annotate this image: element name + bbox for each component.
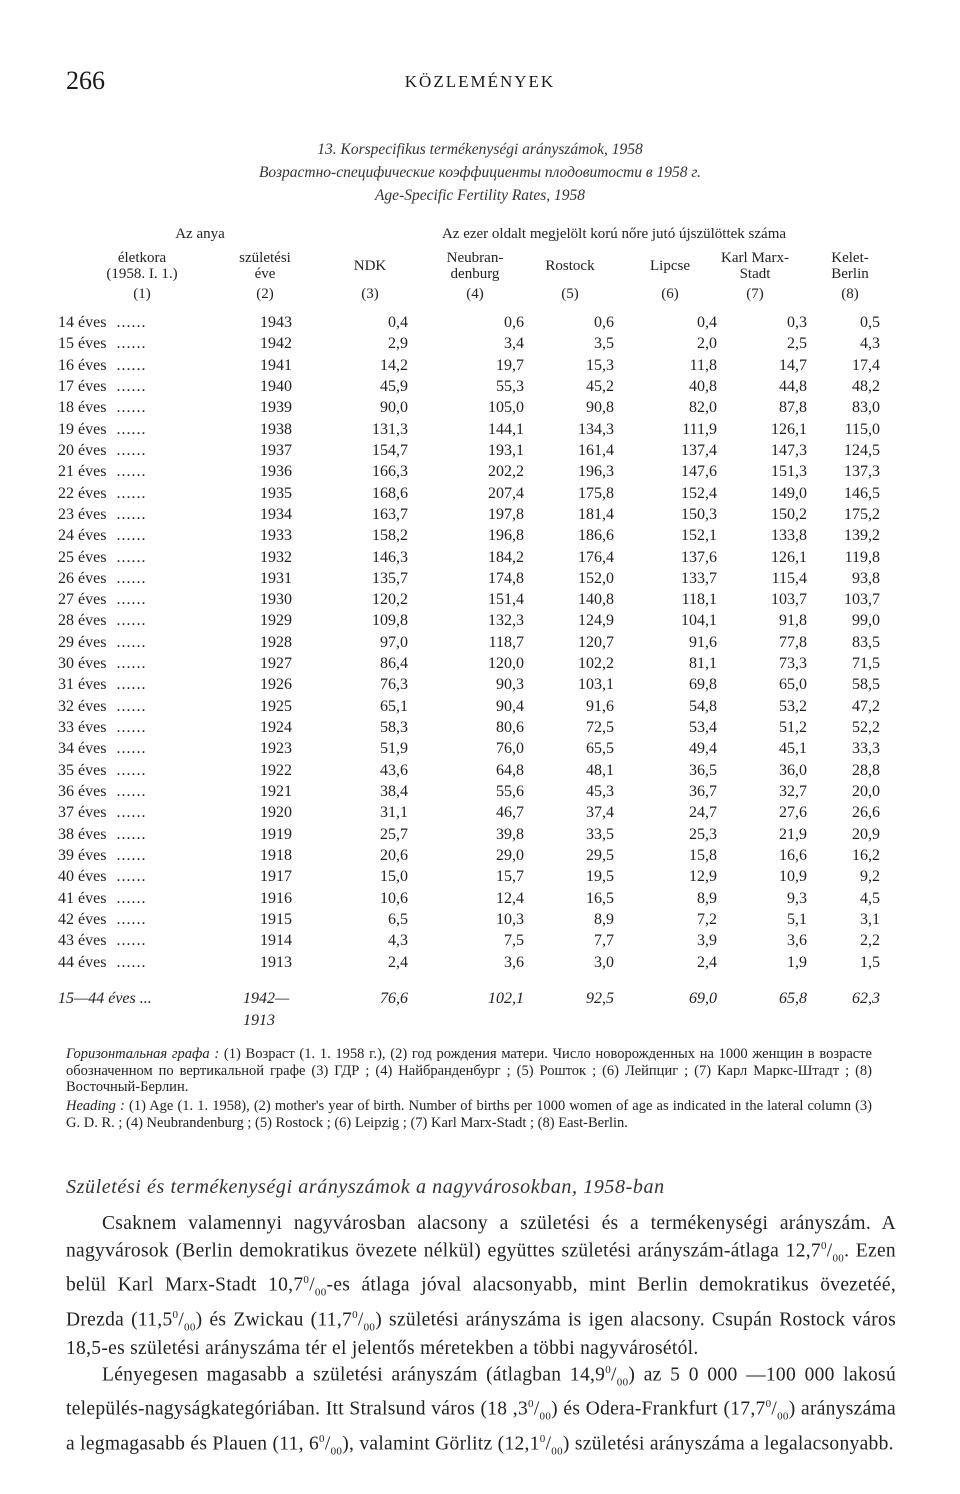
row-value-col3: 158,2	[372, 527, 408, 545]
row-value-col4: 3,6	[504, 953, 524, 971]
row-value-col7: 147,3	[771, 441, 807, 459]
row-value-col8: 4,3	[860, 335, 880, 353]
row-value-col5: 196,3	[578, 463, 614, 481]
row-age-label: 18 éves ......	[58, 399, 147, 417]
row-age-label: 19 éves ......	[58, 420, 147, 438]
row-value-col3: 58,3	[380, 719, 408, 737]
row-value-col8: 33,3	[852, 740, 880, 758]
row-value-col8: 47,2	[852, 697, 880, 715]
row-value-col3: 6,5	[388, 910, 408, 928]
row-value-col7: 73,3	[779, 655, 807, 673]
row-value-col4: 197,8	[488, 505, 524, 523]
row-value-col3: 109,8	[372, 612, 408, 630]
row-value-col3: 146,3	[372, 548, 408, 566]
row-value-col7: 44,8	[779, 377, 807, 395]
row-value-col4: 90,4	[496, 697, 524, 715]
row-value-col4: 0,6	[504, 314, 524, 331]
row-value-col7: 45,1	[779, 740, 807, 758]
row-value-col5: 15,3	[586, 356, 614, 374]
row-value-col8: 119,8	[844, 548, 880, 566]
row-value-col3: 65,1	[380, 697, 408, 715]
row-value-col8: 83,5	[852, 633, 880, 651]
row-value-col5: 48,1	[586, 761, 614, 779]
row-value-col4: 55,6	[496, 783, 524, 801]
table-title-hu: 13. Korspecifikus termékenységi arányszámok, 1958	[317, 141, 643, 158]
row-value-col7: 1,9	[787, 953, 807, 971]
col7-label: Karl Marx-	[721, 250, 789, 266]
row-value-col4: 90,3	[496, 676, 524, 694]
col1-num: (1)	[133, 286, 151, 302]
row-age-label: 16 éves ......	[58, 356, 147, 374]
row-value-col7: 3,6	[787, 932, 807, 950]
row-value-col8: 4,5	[860, 889, 880, 907]
row-value-col6: 11,8	[689, 356, 717, 374]
col5-num: (5)	[561, 286, 579, 302]
row-value-col3: 86,4	[380, 655, 408, 673]
note-english: Heading : (1) Age (1. 1. 1958), (2) mother's year of birth. Number of births per 1000 women of age as indicated in the lateral column (3) G. D. R. ; (4) Neubrandenburg ; (5) Rostock ; (6) Leipzig ; (7) Karl Marx-Stadt ; (8) East-Berlin.	[66, 1098, 872, 1131]
row-birth-year: 1935	[260, 484, 292, 502]
row-age-label: 20 éves ......	[58, 441, 147, 459]
row-value-col8: 52,2	[852, 719, 880, 737]
page-number: 266	[66, 66, 105, 95]
row-value-col8: 26,6	[852, 804, 880, 822]
row-value-col3: 51,9	[380, 740, 408, 758]
total-value-col8: 62,3	[852, 990, 880, 1007]
row-birth-year: 1922	[260, 761, 292, 779]
row-value-col5: 176,4	[578, 548, 614, 566]
col8-label: Kelet-	[831, 250, 869, 266]
row-value-col8: 146,5	[844, 484, 880, 502]
row-value-col5: 181,4	[578, 505, 614, 523]
row-age-label: 24 éves ......	[58, 527, 147, 545]
row-value-col5: 91,6	[586, 697, 614, 715]
row-value-col3: 43,6	[380, 761, 408, 779]
row-age-label: 34 éves ......	[58, 740, 147, 758]
row-value-col6: 2,0	[697, 335, 717, 353]
row-birth-year: 1940	[260, 377, 292, 395]
row-value-col8: 124,5	[844, 441, 880, 459]
row-value-col4: 10,3	[496, 910, 524, 928]
row-value-col3: 166,3	[372, 463, 408, 481]
row-value-col4: 151,4	[488, 591, 524, 609]
col3-label: NDK	[353, 258, 387, 274]
row-age-label: 37 éves ......	[58, 804, 147, 822]
row-birth-year: 1933	[260, 527, 292, 545]
row-value-col5: 134,3	[578, 420, 614, 438]
row-value-col3: 14,2	[380, 356, 408, 374]
row-birth-year: 1925	[260, 697, 292, 715]
row-age-label: 38 éves ......	[58, 825, 147, 843]
row-value-col4: 7,5	[504, 932, 524, 950]
row-value-col3: 4,3	[388, 932, 408, 950]
row-birth-year: 1921	[260, 783, 292, 801]
row-value-col7: 149,0	[771, 484, 807, 502]
row-value-col4: 193,1	[488, 441, 524, 459]
row-value-col4: 118,7	[488, 633, 524, 651]
row-value-col7: 21,9	[779, 825, 807, 843]
row-value-col8: 3,1	[860, 910, 880, 928]
row-birth-year: 1943	[260, 314, 292, 331]
row-value-col6: 25,3	[689, 825, 717, 843]
row-value-col4: 15,7	[496, 868, 524, 886]
row-value-col4: 207,4	[488, 484, 524, 502]
row-value-col7: 51,2	[779, 719, 807, 737]
row-value-col5: 140,8	[578, 591, 614, 609]
row-age-label: 29 éves ......	[58, 633, 147, 651]
row-value-col8: 0,5	[860, 314, 880, 331]
row-birth-year: 1927	[260, 655, 292, 673]
row-age-label: 31 éves ......	[58, 676, 147, 694]
paragraph-2: Lényegesen magasabb a születési arányszám (átlagban $14,9^0/_{00}$) az 5 0 000 —100 000 lakosú település-nagyságkategóriában. Itt Stralsund város (18 $,3^0/_{00}$) és Odera-Frankfurt $(17,7^0/_{00})$ arányszáma a legmagasabb és Plauen (11, $6^0/_{00}$), valamint Görlitz $(12,1^0/_{00})$ születési arányszáma a legalacsonyabb.	[66, 1364, 896, 1458]
row-age-label: 22 éves ......	[58, 484, 147, 502]
row-value-col4: 120,0	[488, 655, 524, 673]
row-value-col4: 196,8	[488, 527, 524, 545]
row-value-col6: 3,9	[697, 932, 717, 950]
row-value-col7: 27,6	[779, 804, 807, 822]
group-header-mother: Az anya	[175, 226, 225, 242]
row-age-label: 27 éves ......	[58, 591, 147, 609]
row-value-col6: 118,1	[681, 591, 717, 609]
row-value-col4: 3,4	[504, 335, 524, 353]
row-value-col6: 54,8	[689, 697, 717, 715]
row-value-col5: 124,9	[578, 612, 614, 630]
row-value-col8: 103,7	[844, 591, 880, 609]
row-value-col3: 154,7	[372, 441, 408, 459]
row-birth-year: 1932	[260, 548, 292, 566]
row-age-label: 30 éves ......	[58, 655, 147, 673]
note-russian: Горизонтальная графа : (1) Возраст (1. 1. 1958 г.), (2) год рождения матери. Число новорожденных на 1000 женщин в возрасте обозначенном по вертикальной графе (3) ГДР ; (4) Найбранденбург ; (5) Рошток ; (6) Лейпциг ; (7) Карл Маркс-Штадт ; (8) Восточный-Берлин.	[66, 1046, 872, 1095]
row-value-col4: 76,0	[496, 740, 524, 758]
row-birth-year: 1939	[260, 399, 292, 417]
row-age-label: 21 éves ......	[58, 463, 147, 481]
row-value-col6: 12,9	[689, 868, 717, 886]
row-value-col5: 3,5	[594, 335, 614, 353]
row-value-col6: 7,2	[697, 910, 717, 928]
row-birth-year: 1916	[260, 889, 292, 907]
row-age-label: 44 éves ......	[58, 953, 147, 971]
col4-label: Neubran-	[446, 250, 504, 266]
row-value-col7: 115,4	[771, 569, 807, 587]
total-value-col4: 102,1	[488, 990, 524, 1007]
row-value-col3: 45,9	[380, 377, 408, 395]
row-value-col5: 175,8	[578, 484, 614, 502]
row-value-col7: 9,3	[787, 889, 807, 907]
row-value-col4: 202,2	[488, 463, 524, 481]
row-value-col8: 1,5	[860, 953, 880, 971]
row-value-col8: 9,2	[860, 868, 880, 886]
row-value-col6: 40,8	[689, 377, 717, 395]
row-value-col3: 97,0	[380, 633, 408, 651]
row-value-col6: 137,6	[681, 548, 717, 566]
row-value-col5: 3,0	[594, 953, 614, 971]
row-value-col8: 83,0	[852, 399, 880, 417]
row-age-label: 28 éves ......	[58, 612, 147, 630]
row-value-col3: 135,7	[372, 569, 408, 587]
row-value-col6: 152,1	[681, 527, 717, 545]
row-value-col8: 58,5	[852, 676, 880, 694]
row-value-col5: 29,5	[586, 847, 614, 864]
total-age-label: 15—44 éves ...	[58, 990, 152, 1007]
row-age-label: 32 éves ......	[58, 697, 147, 715]
row-birth-year: 1926	[260, 676, 292, 694]
running-head: KÖZLEMÉNYEK	[404, 72, 556, 91]
row-birth-year: 1915	[260, 910, 292, 928]
row-value-col5: 45,3	[586, 783, 614, 801]
row-birth-year: 1918	[260, 847, 292, 864]
row-value-col7: 32,7	[779, 783, 807, 801]
col4-label2: denburg	[450, 266, 500, 282]
row-value-col6: 0,4	[697, 314, 717, 331]
row-value-col4: 39,8	[496, 825, 524, 843]
row-value-col7: 151,3	[771, 463, 807, 481]
row-value-col5: 152,0	[578, 569, 614, 587]
row-value-col6: 8,9	[697, 889, 717, 907]
total-year-end: 1913	[243, 1012, 275, 1029]
row-value-col8: 137,3	[844, 463, 880, 481]
group-header-births: Az ezer oldalt megjelölt korú nőre jutó újszülöttek száma	[441, 226, 787, 242]
total-value-col7: 65,8	[779, 990, 807, 1007]
row-birth-year: 1942	[260, 335, 292, 353]
col7-label2: Stadt	[739, 266, 771, 282]
row-value-col7: 16,6	[779, 847, 807, 864]
row-birth-year: 1934	[260, 505, 292, 523]
row-value-col3: 120,2	[372, 591, 408, 609]
row-value-col4: 19,7	[496, 356, 524, 374]
row-birth-year: 1924	[260, 719, 292, 737]
col1-label: életkora	[117, 250, 167, 266]
row-value-col6: 111,9	[682, 420, 717, 438]
row-value-col8: 139,2	[844, 527, 880, 545]
row-value-col6: 53,4	[689, 719, 717, 737]
col3-num: (3)	[361, 286, 379, 302]
row-value-col6: 81,1	[689, 655, 717, 673]
row-value-col6: 15,8	[689, 847, 717, 864]
row-value-col7: 126,1	[771, 548, 807, 566]
row-birth-year: 1941	[260, 356, 292, 374]
col2-num: (2)	[256, 286, 274, 302]
row-value-col5: 45,2	[586, 377, 614, 395]
row-value-col8: 20,0	[852, 783, 880, 801]
row-value-col4: 12,4	[496, 889, 524, 907]
col5-label: Rostock	[545, 258, 595, 274]
row-value-col5: 37,4	[586, 804, 614, 822]
row-value-col6: 69,8	[689, 676, 717, 694]
row-value-col8: 115,0	[844, 420, 880, 438]
row-value-col7: 14,7	[779, 356, 807, 374]
row-value-col8: 175,2	[844, 505, 880, 523]
row-value-col3: 15,0	[380, 868, 408, 886]
row-value-col3: 131,3	[372, 420, 408, 438]
row-value-col4: 55,3	[496, 377, 524, 395]
row-value-col6: 152,4	[681, 484, 717, 502]
row-age-label: 43 éves ......	[58, 932, 147, 950]
row-age-label: 23 éves ......	[58, 505, 147, 523]
row-value-col5: 72,5	[586, 719, 614, 737]
section-heading: Születési és termékenységi arányszámok a nagyvárosokban, 1958-ban	[66, 1176, 665, 1198]
row-birth-year: 1919	[260, 825, 292, 843]
row-value-col8: 93,8	[852, 569, 880, 587]
row-value-col4: 105,0	[488, 399, 524, 417]
row-value-col4: 132,3	[488, 612, 524, 630]
table-title-ru: Возрастно-специфические коэффициенты плодовитости в 1958 г.	[258, 164, 702, 181]
row-value-col7: 77,8	[779, 633, 807, 651]
col8-label2: Berlin	[831, 266, 869, 282]
row-value-col6: 104,1	[681, 612, 717, 630]
total-value-col3: 76,6	[380, 990, 408, 1007]
row-value-col8: 20,9	[852, 825, 880, 843]
row-value-col6: 36,5	[689, 761, 717, 779]
row-age-label: 41 éves ......	[58, 889, 147, 907]
row-birth-year: 1937	[260, 441, 292, 459]
row-value-col4: 174,8	[488, 569, 524, 587]
row-birth-year: 1936	[260, 463, 292, 481]
row-value-col4: 46,7	[496, 804, 524, 822]
col1-date: (1958. I. 1.)	[106, 266, 178, 282]
row-value-col3: 76,3	[380, 676, 408, 694]
row-birth-year: 1914	[260, 932, 292, 950]
row-value-col5: 90,8	[586, 399, 614, 417]
row-value-col3: 163,7	[372, 505, 408, 523]
row-value-col4: 80,6	[496, 719, 524, 737]
row-value-col8: 17,4	[852, 356, 880, 374]
row-value-col5: 186,6	[578, 527, 614, 545]
row-birth-year: 1917	[260, 868, 292, 886]
row-value-col5: 0,6	[594, 314, 614, 331]
row-value-col6: 36,7	[689, 783, 717, 801]
col2-label2: éve	[254, 266, 276, 282]
row-birth-year: 1930	[260, 591, 292, 609]
row-value-col5: 65,5	[586, 740, 614, 758]
row-value-col5: 16,5	[586, 889, 614, 907]
row-value-col3: 25,7	[380, 825, 408, 843]
row-birth-year: 1913	[260, 953, 292, 971]
row-value-col3: 2,4	[388, 953, 408, 971]
row-value-col7: 0,3	[787, 314, 807, 331]
row-value-col7: 65,0	[779, 676, 807, 694]
row-value-col5: 102,2	[578, 655, 614, 673]
row-value-col7: 10,9	[779, 868, 807, 886]
row-value-col3: 20,6	[380, 847, 408, 864]
row-age-label: 39 éves ......	[58, 847, 147, 864]
row-value-col8: 71,5	[852, 655, 880, 673]
row-age-label: 26 éves ......	[58, 569, 147, 587]
row-value-col3: 10,6	[380, 889, 408, 907]
row-value-col8: 28,8	[852, 761, 880, 779]
row-birth-year: 1929	[260, 612, 292, 630]
row-value-col8: 2,2	[860, 932, 880, 950]
col7-num: (7)	[746, 286, 764, 302]
row-value-col4: 184,2	[488, 548, 524, 566]
row-value-col7: 53,2	[779, 697, 807, 715]
row-birth-year: 1938	[260, 420, 292, 438]
row-birth-year: 1928	[260, 633, 292, 651]
col8-num: (8)	[841, 286, 859, 302]
row-value-col6: 2,4	[697, 953, 717, 971]
row-age-label: 14 éves ......	[58, 314, 147, 331]
row-value-col6: 91,6	[689, 633, 717, 651]
row-birth-year: 1923	[260, 740, 292, 758]
row-value-col3: 90,0	[380, 399, 408, 417]
row-value-col8: 48,2	[852, 377, 880, 395]
row-value-col8: 99,0	[852, 612, 880, 630]
row-value-col6: 147,6	[681, 463, 717, 481]
row-value-col8: 16,2	[852, 847, 880, 864]
row-value-col3: 38,4	[380, 783, 408, 801]
row-value-col7: 91,8	[779, 612, 807, 630]
total-value-col5: 92,5	[586, 990, 614, 1007]
row-value-col3: 31,1	[380, 804, 408, 822]
row-age-label: 15 éves ......	[58, 335, 147, 353]
row-value-col7: 36,0	[779, 761, 807, 779]
row-value-col6: 49,4	[689, 740, 717, 758]
row-value-col7: 103,7	[771, 591, 807, 609]
row-value-col5: 161,4	[578, 441, 614, 459]
row-age-label: 33 éves ......	[58, 719, 147, 737]
row-value-col5: 19,5	[586, 868, 614, 886]
row-value-col5: 7,7	[594, 932, 614, 950]
row-value-col4: 144,1	[488, 420, 524, 438]
col4-num: (4)	[466, 286, 484, 302]
total-year-range: 1942—	[243, 990, 290, 1007]
total-value-col6: 69,0	[689, 990, 717, 1007]
row-age-label: 35 éves ......	[58, 761, 147, 779]
row-value-col7: 133,8	[771, 527, 807, 545]
row-value-col6: 24,7	[689, 804, 717, 822]
row-value-col4: 29,0	[496, 847, 524, 864]
row-value-col4: 64,8	[496, 761, 524, 779]
row-birth-year: 1931	[260, 569, 292, 587]
col6-label: Lipcse	[650, 258, 690, 274]
row-value-col6: 150,3	[681, 505, 717, 523]
row-value-col5: 8,9	[594, 910, 614, 928]
row-age-label: 25 éves ......	[58, 548, 147, 566]
row-value-col5: 33,5	[586, 825, 614, 843]
row-value-col5: 120,7	[578, 633, 614, 651]
row-value-col6: 82,0	[689, 399, 717, 417]
row-value-col3: 0,4	[388, 314, 408, 331]
row-age-label: 40 éves ......	[58, 868, 147, 886]
row-value-col7: 87,8	[779, 399, 807, 417]
row-age-label: 17 éves ......	[58, 377, 147, 395]
row-value-col3: 168,6	[372, 484, 408, 502]
row-value-col6: 137,4	[681, 441, 717, 459]
row-value-col7: 150,2	[771, 505, 807, 523]
row-value-col7: 5,1	[787, 910, 807, 928]
row-age-label: 36 éves ......	[58, 783, 147, 801]
row-value-col7: 2,5	[787, 335, 807, 353]
row-value-col3: 2,9	[388, 335, 408, 353]
col2-label: születési	[239, 250, 291, 266]
col6-num: (6)	[661, 286, 679, 302]
row-value-col7: 126,1	[771, 420, 807, 438]
row-age-label: 42 éves ......	[58, 910, 147, 928]
table-title-en: Age-Specific Fertility Rates, 1958	[374, 187, 586, 204]
paragraph-1: Csaknem valamennyi nagyvárosban alacsony a születési és a termékenységi arányszám. A nagyvárosok (Berlin demokratikus övezete nélkül) együttes születési arányszám-átlaga $12,7^0/_{00}$. Ezen belül Karl Marx-Stadt $10,7^0/_{00}-es$ átlaga jóval alacsonyabb, mint Berlin demokratikus övezetéé, Drezda $(11,5^0/_{00})$ és Zwickau $(11,7^0/_{00})$ születési arányszáma is igen alacsony. Csupán Rostock város 18,5-es születési arányszáma tér el jelentős méretekben a többi nagyvárosétól.	[66, 1213, 896, 1360]
row-value-col5: 103,1	[578, 676, 614, 694]
row-value-col6: 133,7	[681, 569, 717, 587]
row-birth-year: 1920	[260, 804, 292, 822]
